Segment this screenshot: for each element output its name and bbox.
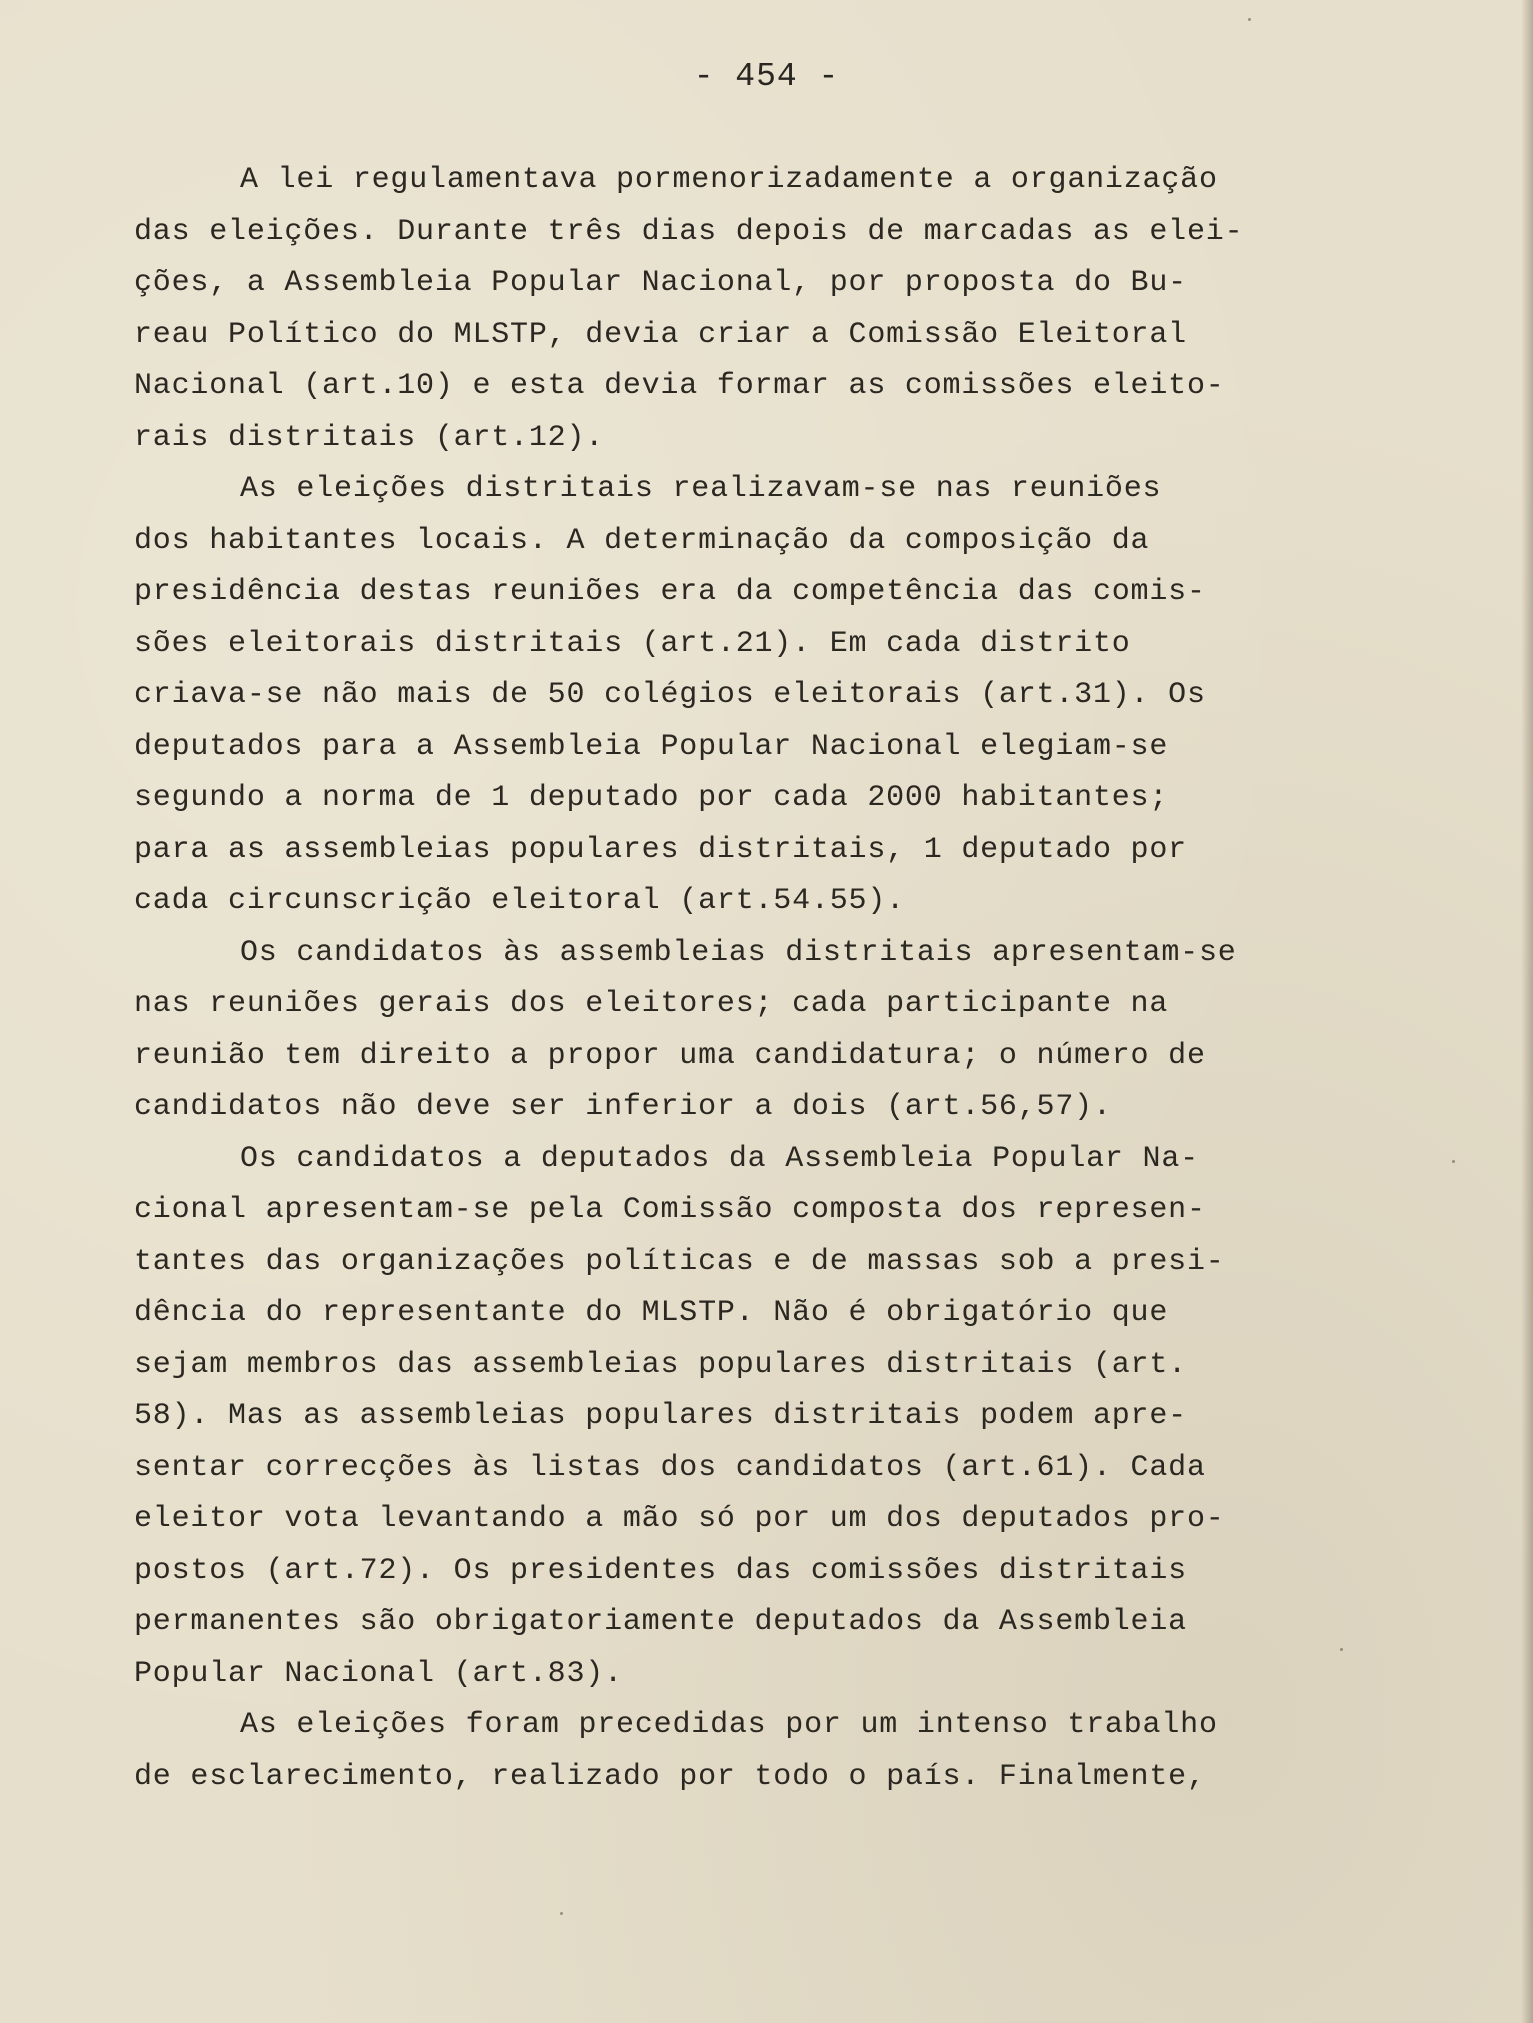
- text-line: criava-se não mais de 50 colégios eleitorais (art.31). Os: [134, 678, 1206, 712]
- text-line: Os candidatos a deputados da Assembleia Popular Na-: [240, 1141, 1199, 1176]
- text-line: Nacional (art.10) e esta devia formar as comissões eleito-: [134, 369, 1225, 403]
- body-text: [134, 155, 1374, 1803]
- text-line: sões eleitorais distritais (art.21). Em cada distrito: [134, 626, 1131, 661]
- text-line: cada circunscrição eleitoral (art.54.55).: [134, 884, 905, 918]
- text-line: eleitor vota levantando a mão só por um dos deputados pro-: [134, 1502, 1225, 1536]
- text-line: A lei regulamentava pormenorizadamente a organização: [240, 163, 1218, 197]
- text-line: deputados para a Assembleia Popular Nacional elegiam-se: [134, 729, 1169, 764]
- paper-speck: [1248, 18, 1251, 21]
- paper-speck: [1340, 1648, 1343, 1651]
- text-line: das eleições. Durante três dias depois de marcadas as elei-: [134, 214, 1244, 249]
- text-line: reunião tem direito a propor uma candidatura; o número de: [134, 1038, 1206, 1073]
- text-line: Popular Nacional (art.83).: [134, 1656, 623, 1691]
- text-line: Os candidatos às assembleias distritais apresentam-se: [240, 935, 1237, 970]
- text-line: postos (art.72). Os presidentes das comissões distritais: [134, 1553, 1187, 1588]
- text-line: sentar correcções às listas dos candidatos (art.61). Cada: [134, 1450, 1206, 1485]
- text-line: dência do representante do MLSTP. Não é obrigatório que: [134, 1296, 1169, 1330]
- text-line: 58). Mas as assembleias populares distritais podem apre-: [134, 1399, 1187, 1433]
- page-edge-shadow: [1521, 0, 1533, 2023]
- text-line: presidência destas reuniões era da competência das comis-: [134, 575, 1206, 609]
- text-line: reau Político do MLSTP, devia criar a Comissão Eleitoral: [134, 317, 1187, 352]
- text-line: As eleições distritais realizavam-se nas reuniões: [240, 472, 1162, 506]
- text-line: segundo a norma de 1 deputado por cada 2000 habitantes;: [134, 781, 1169, 815]
- page-number: - 454 -: [693, 58, 840, 95]
- text-line: sejam membros das assembleias populares distritais (art.: [134, 1347, 1187, 1382]
- text-line: tantes das organizações políticas e de massas sob a presi-: [134, 1244, 1225, 1279]
- text-line: dos habitantes locais. A determinação da composição da: [134, 523, 1150, 558]
- text-line: permanentes são obrigatoriamente deputados da Assembleia: [134, 1605, 1187, 1639]
- text-line: nas reuniões gerais dos eleitores; cada participante na: [134, 987, 1169, 1021]
- text-line: As eleições foram precedidas por um intenso trabalho: [240, 1708, 1218, 1742]
- paper-speck: [1452, 1160, 1455, 1163]
- text-line: para as assembleias populares distritais, 1 deputado por: [134, 832, 1187, 867]
- text-line: ções, a Assembleia Popular Nacional, por proposta do Bu-: [134, 266, 1187, 300]
- text-line: rais distritais (art.12).: [134, 420, 605, 455]
- paper-speck: [560, 1912, 563, 1915]
- text-line: cional apresentam-se pela Comissão composta dos represen-: [134, 1193, 1206, 1227]
- text-line: candidatos não deve ser inferior a dois (art.56,57).: [134, 1090, 1112, 1124]
- text-line: de esclarecimento, realizado por todo o país. Finalmente,: [134, 1759, 1206, 1794]
